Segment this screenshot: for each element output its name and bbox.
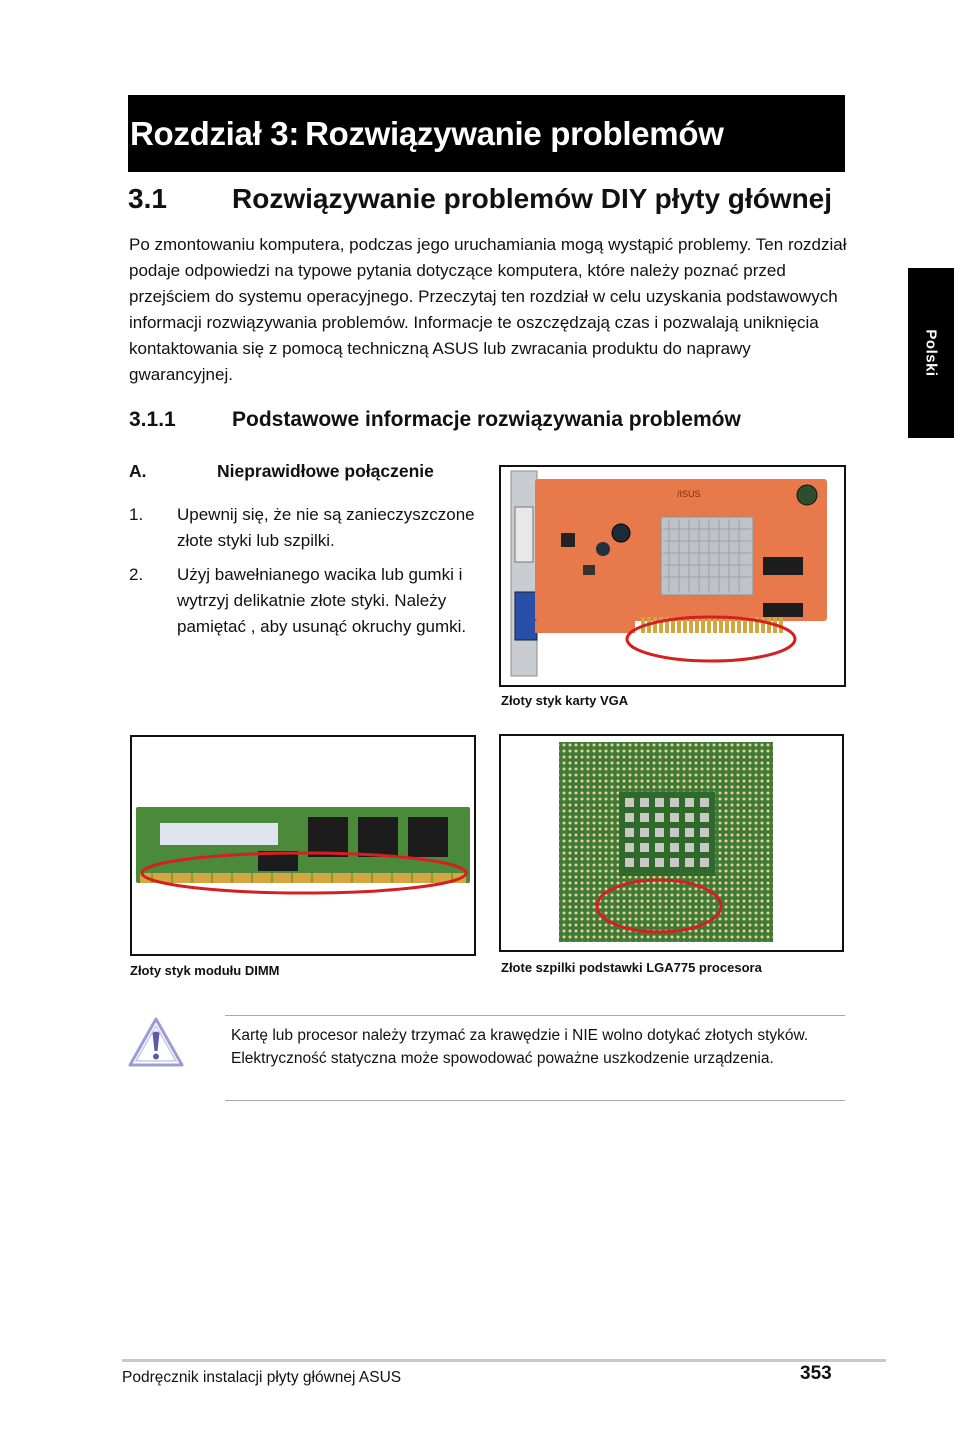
chapter-label: Rozdział 3	[130, 115, 289, 152]
footer-divider	[122, 1359, 886, 1362]
subsubsection-number: A.	[129, 461, 147, 481]
steps-list	[129, 502, 499, 648]
subsection-number: 3.1.1	[129, 408, 176, 431]
chapter-separator: :	[288, 115, 300, 152]
note-divider-top	[225, 1015, 845, 1016]
cpu-pins-photo	[499, 734, 844, 952]
subsubsection-title: Nieprawidłowe połączenie	[217, 461, 434, 481]
subsection-heading	[129, 408, 741, 432]
dimm-module-photo	[130, 735, 476, 956]
language-tab-label: Polski	[922, 329, 940, 377]
intro-paragraph: Po zmontowaniu komputera, podczas jego uruchamiania mogą wystąpić problemy. Ten rozdział podaje odpowiedzi na typowe pytania dotyczące komputera, które należy poznać przed przejściem do systemu operacyjnego. Przeczytaj ten rozdział w celu uzyskania podstawowych informacji rozwiązywania problemów. Informacje te oszczędzają czas i pozwalają uniknięcia kontaktowania się z pomocą techniczną ASUS lub zwracania produktu do naprawy gwarancyjnej.	[129, 235, 847, 384]
list-item	[129, 562, 499, 640]
vga-card-illustration	[501, 467, 844, 685]
subsection-title: Podstawowe informacje rozwiązywania problemów	[232, 408, 741, 431]
subsubsection-heading	[129, 461, 434, 482]
section-number: 3.1	[128, 183, 167, 214]
dimm-caption: Złoty styk modułu DIMM	[130, 963, 280, 978]
warning-note-text: Kartę lub procesor należy trzymać za krawędzie i NIE wolno dotykać złotych styków. Elektryczność statyczna może spowodować poważne uszkodzenie urządzenia.	[231, 1027, 809, 1067]
warning-triangle-icon	[128, 1016, 184, 1068]
vga-card-photo	[499, 465, 846, 687]
section-title: Rozwiązywanie problemów DIY płyty głównej	[232, 183, 833, 214]
chapter-header-bar	[128, 95, 845, 172]
step-number: 2.	[129, 565, 144, 584]
footer-text: Podręcznik instalacji płyty głównej ASUS	[122, 1369, 402, 1386]
step-number: 1.	[129, 505, 144, 524]
language-side-tab	[908, 268, 954, 438]
pcb-logo-text: /ISUS	[677, 489, 701, 499]
chapter-title-text: Rozwiązywanie problemów	[305, 115, 724, 152]
list-item	[129, 502, 499, 554]
step-text: Upewnij się, że nie są zanieczyszczone złote styki lub szpilki.	[177, 505, 475, 550]
chapter-title	[130, 115, 724, 153]
section-heading	[128, 183, 832, 215]
dimm-module-illustration	[132, 737, 474, 954]
vga-caption: Złoty styk karty VGA	[501, 693, 629, 708]
cpu-caption: Złote szpilki podstawki LGA775 procesora	[501, 960, 762, 975]
step-text: Użyj bawełnianego wacika lub gumki i wytrzyj delikatnie złote styki. Należy pamiętać , aby usunąć okruchy gumki.	[177, 565, 467, 636]
page-number: 353	[800, 1363, 832, 1384]
cpu-pins-illustration	[501, 736, 842, 950]
note-divider-bottom	[225, 1100, 845, 1101]
